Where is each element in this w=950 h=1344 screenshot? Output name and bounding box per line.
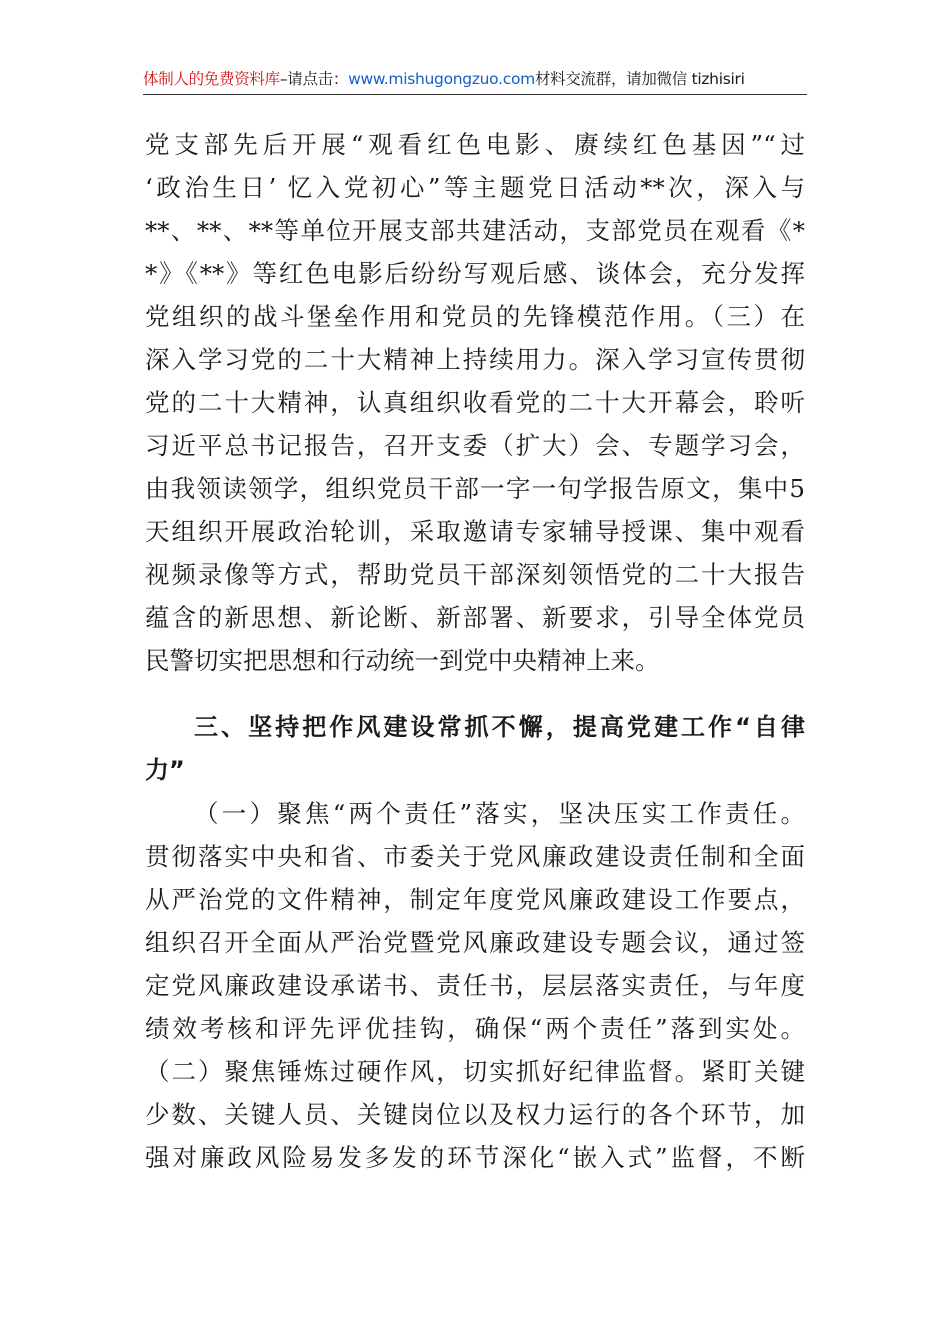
body-text-line: 深入学习党的二十大精神上持续用力。深入学习宣传贯彻 [145, 345, 805, 374]
subsection-lead: （一）聚焦“两个责任”落实，坚决压实工作责任。 [194, 799, 805, 828]
body-text-line: 少数、关键人员、关键岗位以及权力运行的各个环节，加 [145, 1100, 805, 1129]
body-text-line: 贯彻落实中央和省、市委关于党风廉政建设责任制和全面 [145, 842, 805, 871]
header-contact-note: 材料交流群，请加微信 tizhisiri [534, 70, 745, 88]
body-text-line: 习近平总书记报告，召开支委（扩大）会、专题学习会， [145, 431, 805, 460]
section-heading: 三、坚持把作风建设常抓不懈，提高党建工作“自律 [194, 713, 805, 741]
body-text-line: 视频录像等方式，帮助党员干部深刻领悟党的二十大报告 [145, 560, 805, 589]
body-text-line: 天组织开展政治轮训，采取邀请专家辅导授课、集中观看 [145, 517, 805, 546]
section-heading-continued: 力” [145, 756, 185, 784]
header-prompt: –请点击： [279, 70, 349, 88]
body-text-line: （二）聚焦锤炼过硬作风，切实抓好纪律监督。紧盯关键 [145, 1057, 805, 1086]
page-header [143, 68, 807, 95]
body-text-line: **、**、**等单位开展支部共建活动，支部党员在观看《* [145, 216, 805, 245]
body-text-line: 党组织的战斗堡垒作用和党员的先锋模范作用。（三）在 [145, 302, 805, 331]
header-url-link[interactable]: www.mishugongzuo.com [348, 70, 535, 88]
body-text-line: 强对廉政风险易发多发的环节深化“嵌入式”监督，不断 [145, 1143, 805, 1172]
body-text-line: 党的二十大精神，认真组织收看党的二十大开幕会，聆听 [145, 388, 805, 417]
body-text-line: 由我领读领学，组织党员干部一字一句学报告原文，集中5 [145, 474, 805, 503]
body-text-line: 组织召开全面从严治党暨党风廉政建设专题会议，通过签 [145, 928, 805, 957]
header-brand: 体制人的免费资料库 [143, 70, 280, 88]
body-text-line: ‘政治生日’ 忆入党初心”等主题党日活动**次，深入与 [145, 173, 805, 202]
body-text-line: 定党风廉政建设承诺书、责任书，层层落实责任，与年度 [145, 971, 805, 1000]
body-text-line: 蕴含的新思想、新论断、新部署、新要求，引导全体党员 [145, 603, 805, 632]
body-text-line: *》《**》等红色电影后纷纷写观后感、谈体会，充分发挥 [145, 259, 805, 288]
body-text-line: 民警切实把思想和行动统一到党中央精神上来。 [145, 646, 660, 675]
body-text-line: 党支部先后开展“观看红色电影、赓续红色基因”“过 [145, 130, 805, 159]
body-text-line: 绩效考核和评先评优挂钩，确保“两个责任”落到实处。 [145, 1014, 805, 1043]
body-text-line: 从严治党的文件精神，制定年度党风廉政建设工作要点， [145, 885, 805, 914]
